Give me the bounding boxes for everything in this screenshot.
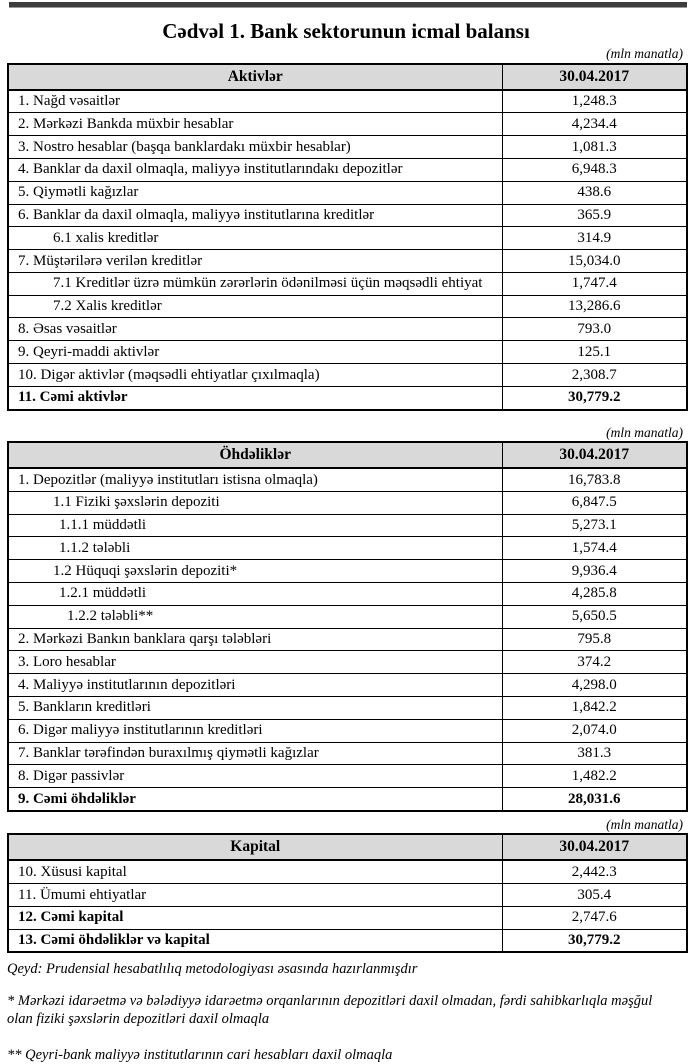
row-value: 1,248.3 bbox=[502, 90, 687, 113]
assets-header-title: Aktivlər bbox=[8, 64, 502, 90]
row-label: 1.1.1 müddətli bbox=[8, 514, 502, 537]
row-value: 438.6 bbox=[502, 181, 687, 204]
footnote-star: * Mərkəzi idarəetmə və bələdiyyə idarəetmə orqanlarının depozitləri daxil olmadan, fərdi sahibkarlıqla məşğul olan fiziki şəxslərin depozitləri daxil olmaqla bbox=[7, 992, 653, 1027]
row-value: 793.0 bbox=[502, 318, 687, 341]
row-value: 4,285.8 bbox=[502, 582, 687, 605]
row-label: 8. Digər passivlər bbox=[8, 765, 502, 788]
row-value: 2,747.6 bbox=[502, 906, 687, 929]
row-value: 4,298.0 bbox=[502, 674, 687, 697]
table-row bbox=[8, 906, 687, 929]
table-row bbox=[8, 582, 687, 605]
row-value: 2,442.3 bbox=[502, 860, 687, 883]
assets-table bbox=[7, 63, 688, 411]
row-label: 7. Müştərilərə verilən kreditlər bbox=[8, 250, 502, 273]
row-label: 1.2.2 tələbli** bbox=[8, 605, 502, 628]
row-label: 1.1.2 tələbli bbox=[8, 537, 502, 560]
row-value: 13,286.6 bbox=[502, 295, 687, 318]
row-label: 12. Cəmi kapital bbox=[8, 906, 502, 929]
row-value: 2,074.0 bbox=[502, 719, 687, 742]
row-label: 4. Banklar da daxil olmaqla, maliyyə institutlarındakı depozitlər bbox=[8, 158, 502, 181]
table-row bbox=[8, 742, 687, 765]
table-row bbox=[8, 719, 687, 742]
table-row bbox=[8, 158, 687, 181]
row-value: 1,842.2 bbox=[502, 696, 687, 719]
table-row bbox=[8, 341, 687, 364]
row-label: 3. Nostro hesablar (başqa banklardakı müxbir hesablar) bbox=[8, 136, 502, 159]
row-value: 5,650.5 bbox=[502, 605, 687, 628]
row-label: 6. Digər maliyyə institutlarının kreditləri bbox=[8, 719, 502, 742]
table-row bbox=[8, 788, 687, 811]
row-label: 3. Loro hesablar bbox=[8, 651, 502, 674]
table-row bbox=[8, 468, 687, 491]
table-row bbox=[8, 136, 687, 159]
row-label: 5. Qiymətli kağızlar bbox=[8, 181, 502, 204]
row-label: 11. Cəmi aktivlər bbox=[8, 386, 502, 409]
unit-note-liabilities: (mln manatla) bbox=[606, 424, 683, 440]
row-value: 365.9 bbox=[502, 204, 687, 227]
row-value: 30,779.2 bbox=[502, 929, 687, 952]
row-label: 4. Maliyyə institutlarının depozitləri bbox=[8, 674, 502, 697]
row-label: 1.2.1 müddətli bbox=[8, 582, 502, 605]
row-value: 9,936.4 bbox=[502, 560, 687, 583]
row-value: 314.9 bbox=[502, 227, 687, 250]
table-row bbox=[8, 491, 687, 514]
row-label: 6.1 xalis kreditlər bbox=[8, 227, 502, 250]
table-row bbox=[8, 884, 687, 907]
row-label: 7.2 Xalis kreditlər bbox=[8, 295, 502, 318]
table-row bbox=[8, 605, 687, 628]
table-row bbox=[8, 113, 687, 136]
capital-section bbox=[7, 817, 685, 954]
methodology-note: Qeyd: Prudensial hesabatlılıq metodologiyası əsasında hazırlanmışdır bbox=[7, 961, 418, 978]
table-row bbox=[8, 272, 687, 295]
table-row bbox=[8, 651, 687, 674]
row-value: 1,747.4 bbox=[502, 272, 687, 295]
row-value: 15,034.0 bbox=[502, 250, 687, 273]
assets-section bbox=[7, 46, 685, 410]
unit-note-capital: (mln manatla) bbox=[606, 816, 683, 832]
page-title: Cədvəl 1. Bank sektorunun icmal balansı bbox=[162, 19, 530, 43]
row-label: 7. Banklar tərəfindən buraxılmış qiymətli kağızlar bbox=[8, 742, 502, 765]
table-row bbox=[8, 537, 687, 560]
table-row bbox=[8, 929, 687, 952]
capital-table bbox=[7, 833, 688, 953]
row-label: 1.2 Hüquqi şəxslərin depoziti* bbox=[8, 560, 502, 583]
capital-header-row bbox=[8, 834, 687, 860]
table-row bbox=[8, 318, 687, 341]
row-value: 28,031.6 bbox=[502, 788, 687, 811]
row-value: 4,234.4 bbox=[502, 113, 687, 136]
table-row bbox=[8, 696, 687, 719]
row-value: 381.3 bbox=[502, 742, 687, 765]
row-label: 5. Bankların kreditləri bbox=[8, 696, 502, 719]
row-label: 1.1 Fiziki şəxslərin depoziti bbox=[8, 491, 502, 514]
row-label: 9. Cəmi öhdəliklər bbox=[8, 788, 502, 811]
row-label: 1. Depozitlər (maliyyə institutları istisna olmaqla) bbox=[8, 468, 502, 491]
row-label: 1. Nağd vəsaitlər bbox=[8, 90, 502, 113]
row-label: 6. Banklar da daxil olmaqla, maliyyə institutlarına kreditlər bbox=[8, 204, 502, 227]
assets-header-date: 30.04.2017 bbox=[502, 64, 687, 90]
table-row bbox=[8, 674, 687, 697]
row-value: 6,847.5 bbox=[502, 491, 687, 514]
assets-header-row bbox=[8, 64, 687, 90]
table-row bbox=[8, 514, 687, 537]
table-row bbox=[8, 364, 687, 387]
table-row bbox=[8, 181, 687, 204]
row-value: 374.2 bbox=[502, 651, 687, 674]
row-value: 16,783.8 bbox=[502, 468, 687, 491]
liabilities-header-date: 30.04.2017 bbox=[502, 442, 687, 468]
row-label: 2. Mərkəzi Bankda müxbir hesablar bbox=[8, 113, 502, 136]
liabilities-header-row bbox=[8, 442, 687, 468]
table-row bbox=[8, 90, 687, 113]
liabilities-section bbox=[7, 425, 685, 812]
row-label: 10. Digər aktivlər (məqsədli ehtiyatlar çıxılmaqla) bbox=[8, 364, 502, 387]
row-label: 11. Ümumi ehtiyatlar bbox=[8, 884, 502, 907]
capital-header-date: 30.04.2017 bbox=[502, 834, 687, 860]
row-value: 2,308.7 bbox=[502, 364, 687, 387]
table-row bbox=[8, 560, 687, 583]
row-value: 5,273.1 bbox=[502, 514, 687, 537]
row-value: 6,948.3 bbox=[502, 158, 687, 181]
table-row bbox=[8, 227, 687, 250]
row-value: 30,779.2 bbox=[502, 386, 687, 409]
table-row bbox=[8, 628, 687, 651]
unit-note-assets: (mln manatla) bbox=[606, 46, 683, 62]
row-label: 8. Əsas vəsaitlər bbox=[8, 318, 502, 341]
table-row bbox=[8, 860, 687, 883]
table-row bbox=[8, 250, 687, 273]
row-label: 9. Qeyri-maddi aktivlər bbox=[8, 341, 502, 364]
table-row bbox=[8, 765, 687, 788]
row-value: 1,482.2 bbox=[502, 765, 687, 788]
footnote-double-star: ** Qeyri-bank maliyyə institutlarının cari hesabları daxil olmaqla bbox=[7, 1046, 393, 1063]
top-horizontal-rule bbox=[9, 2, 687, 8]
table-row bbox=[8, 204, 687, 227]
row-value: 125.1 bbox=[502, 341, 687, 364]
liabilities-table bbox=[7, 441, 688, 812]
row-label: 13. Cəmi öhdəliklər və kapital bbox=[8, 929, 502, 952]
row-value: 795.8 bbox=[502, 628, 687, 651]
row-value: 305.4 bbox=[502, 884, 687, 907]
row-label: 10. Xüsusi kapital bbox=[8, 860, 502, 883]
table-row bbox=[8, 295, 687, 318]
table-row bbox=[8, 386, 687, 409]
row-value: 1,081.3 bbox=[502, 136, 687, 159]
row-label: 7.1 Kreditlər üzrə mümkün zərərlərin ödənilməsi üçün məqsədli ehtiyat bbox=[8, 272, 502, 295]
capital-header-title: Kapital bbox=[8, 834, 502, 860]
row-value: 1,574.4 bbox=[502, 537, 687, 560]
liabilities-header-title: Öhdəliklər bbox=[8, 442, 502, 468]
row-label: 2. Mərkəzi Bankın banklara qarşı tələbləri bbox=[8, 628, 502, 651]
